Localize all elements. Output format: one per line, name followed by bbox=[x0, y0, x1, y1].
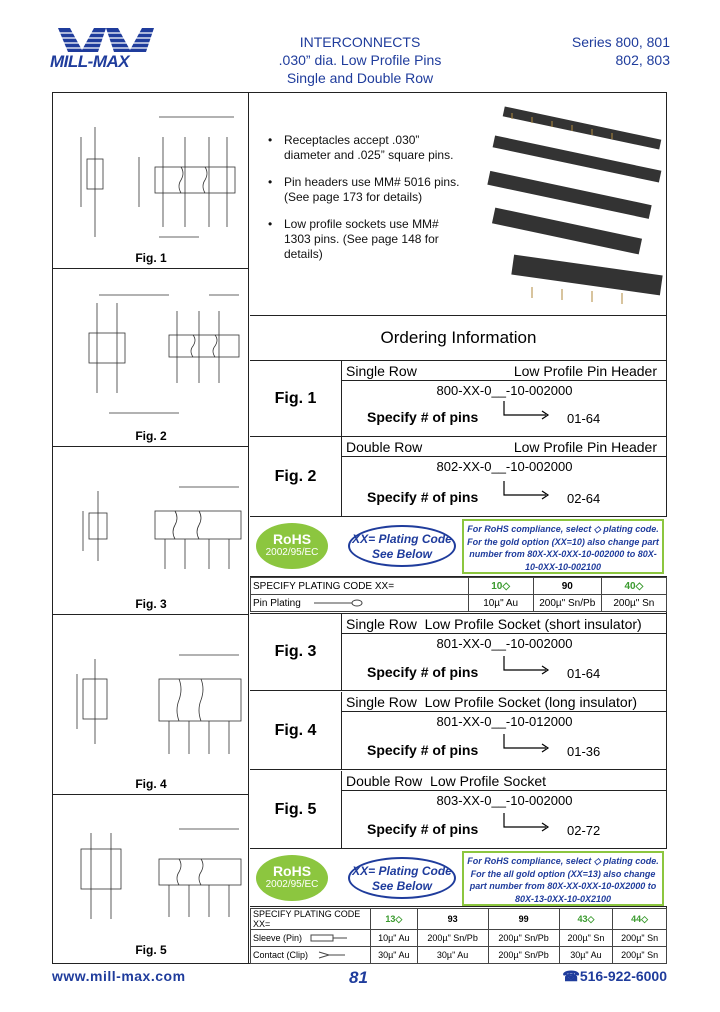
oval-line: See Below bbox=[371, 547, 433, 561]
arrow-icon bbox=[502, 481, 552, 501]
ordering-fig-label: Fig. 3 bbox=[250, 614, 342, 690]
table-cell: 200µ" Sn/Pb bbox=[417, 930, 488, 947]
website-link[interactable]: www.mill-max.com bbox=[52, 968, 186, 984]
row-type: Single Row bbox=[346, 616, 417, 632]
ordering-row-header bbox=[342, 692, 667, 712]
table-cell: 200µ" Sn bbox=[613, 947, 667, 964]
product-line bbox=[346, 694, 637, 710]
page-title bbox=[250, 33, 470, 87]
plating-code: 13◇ bbox=[371, 909, 418, 930]
ordering-fig-label: Fig. 1 bbox=[250, 361, 342, 436]
figure-column bbox=[53, 93, 249, 963]
row-type: Single Row bbox=[346, 694, 417, 710]
feature-list bbox=[250, 93, 470, 315]
figure-caption: Fig. 2 bbox=[135, 429, 167, 443]
rohs-notice bbox=[250, 517, 667, 577]
row-label bbox=[251, 595, 469, 612]
specify-pins-label: Specify # of pins bbox=[367, 742, 479, 758]
table-cell: 10µ" Au bbox=[468, 595, 533, 612]
logo-text: MILL-MAX bbox=[50, 52, 130, 71]
oval-line: See Below bbox=[371, 879, 433, 893]
product-name: Low Profile Socket bbox=[430, 773, 546, 789]
plating-table-2 bbox=[250, 908, 667, 964]
product-name: Low Profile Socket (short insulator) bbox=[424, 616, 642, 632]
clip-icon bbox=[315, 950, 355, 960]
pin-range: 01-64 bbox=[567, 666, 601, 681]
table-cell: 200µ" Sn/Pb bbox=[533, 595, 601, 612]
table-cell: 200µ" Sn bbox=[613, 930, 667, 947]
rohs-notice bbox=[250, 849, 667, 907]
fig5-drawing-icon bbox=[59, 799, 243, 944]
plating-code-oval bbox=[348, 525, 456, 567]
specify-pins-label: Specify # of pins bbox=[367, 489, 479, 505]
rohs-badge bbox=[256, 523, 328, 569]
part-number: 801-XX-0__-10-002000 bbox=[436, 636, 573, 651]
figure-caption: Fig. 1 bbox=[135, 251, 167, 265]
oval-line: XX= Plating Code bbox=[352, 532, 452, 546]
rohs-badge-title: RoHS bbox=[272, 531, 312, 547]
title-line: INTERCONNECTS bbox=[299, 34, 421, 50]
table-row bbox=[251, 947, 667, 964]
pin-range: 01-36 bbox=[567, 744, 601, 759]
table-header-label: SPECIFY PLATING CODE XX= bbox=[251, 578, 469, 595]
specify-pins-label: Specify # of pins bbox=[367, 821, 479, 837]
table-header-label: SPECIFY PLATING CODE XX= bbox=[251, 909, 371, 930]
figure-caption: Fig. 4 bbox=[135, 777, 167, 791]
ordering-row-header bbox=[342, 437, 667, 457]
fig3-drawing-icon bbox=[59, 451, 243, 596]
plating-code: 90 bbox=[533, 578, 601, 595]
rohs-badge-title: RoHS bbox=[272, 863, 312, 879]
arrow-icon bbox=[502, 401, 552, 421]
series-label bbox=[572, 33, 670, 69]
figure-cell-1 bbox=[53, 93, 249, 269]
figure-caption: Fig. 3 bbox=[135, 597, 167, 611]
part-number: 802-XX-0__-10-002000 bbox=[436, 459, 573, 474]
table-cell: 200µ" Sn bbox=[601, 595, 666, 612]
feature-item: • Pin headers use MM# 5016 pins. (See page 173 for details) bbox=[264, 175, 462, 205]
pin-range: 02-64 bbox=[567, 491, 601, 506]
pin-range: 01-64 bbox=[567, 411, 601, 426]
series-line: Series 800, 801 bbox=[571, 34, 670, 50]
table-row bbox=[251, 595, 667, 612]
page-footer bbox=[52, 966, 667, 990]
ordering-row-header bbox=[342, 361, 667, 381]
table-cell: 30µ" Au bbox=[417, 947, 488, 964]
ordering-row bbox=[250, 437, 667, 517]
plating-code: 44◇ bbox=[613, 909, 667, 930]
table-row bbox=[251, 578, 667, 595]
plating-code: 93 bbox=[417, 909, 488, 930]
row-label bbox=[251, 947, 371, 964]
ordering-row bbox=[250, 613, 667, 691]
product-name: Low Profile Socket (long insulator) bbox=[424, 694, 638, 710]
main-panel bbox=[52, 92, 667, 964]
table-cell: 200µ" Sn/Pb bbox=[488, 947, 559, 964]
sleeve-icon bbox=[309, 933, 349, 943]
table-cell: 30µ" Au bbox=[559, 947, 613, 964]
table-cell: 10µ" Au bbox=[371, 930, 418, 947]
ordering-row bbox=[250, 361, 667, 437]
rohs-note: For RoHS compliance, select ◇ plating code. For the all gold option (XX=13) also change part number from 80X-XX-0XX-10-0X2000 to 80X-13-0XX-10-0X2100 bbox=[462, 851, 664, 906]
figure-cell-3 bbox=[53, 447, 249, 615]
row-type: Double Row bbox=[346, 439, 423, 455]
fig2-drawing-icon bbox=[59, 273, 243, 423]
arrow-icon bbox=[502, 734, 552, 754]
row-label bbox=[251, 930, 371, 947]
ordering-title: Ordering Information bbox=[250, 315, 667, 361]
figure-cell-2 bbox=[53, 269, 249, 447]
figure-cell-4 bbox=[53, 615, 249, 795]
oval-line: XX= Plating Code bbox=[352, 864, 452, 878]
ordering-row bbox=[250, 771, 667, 849]
rohs-badge-directive: 2002/95/EC bbox=[265, 879, 319, 890]
part-number: 800-XX-0__-10-002000 bbox=[436, 383, 573, 398]
table-cell: 30µ" Au bbox=[371, 947, 418, 964]
phone-number: ☎516-922-6000 bbox=[562, 968, 667, 984]
table-cell: 200µ" Sn/Pb bbox=[488, 930, 559, 947]
ordering-fig-label: Fig. 5 bbox=[250, 771, 342, 848]
part-number: 801-XX-0__-10-012000 bbox=[436, 714, 573, 729]
product-photo-icon bbox=[472, 93, 667, 315]
fig4-drawing-icon bbox=[59, 619, 243, 774]
feature-item: • Low profile sockets use MM# 1303 pins. (See page 148 for details) bbox=[264, 217, 462, 262]
pin-range: 02-72 bbox=[567, 823, 601, 838]
arrow-icon bbox=[502, 813, 552, 833]
ordering-row-header bbox=[342, 771, 667, 791]
plating-code: 40◇ bbox=[601, 578, 666, 595]
part-number: 803-XX-0__-10-002000 bbox=[436, 793, 573, 808]
page-header bbox=[0, 0, 720, 92]
product-name: Low Profile Pin Header bbox=[513, 439, 657, 455]
table-row bbox=[251, 909, 667, 930]
specify-pins-label: Specify # of pins bbox=[367, 664, 479, 680]
product-line bbox=[346, 616, 642, 632]
rohs-badge bbox=[256, 855, 328, 901]
ordering-row-header bbox=[342, 614, 667, 634]
ordering-fig-label: Fig. 4 bbox=[250, 692, 342, 769]
plating-table-1 bbox=[250, 577, 667, 612]
figure-caption: Fig. 5 bbox=[135, 943, 167, 957]
contact-label: Contact (Clip) bbox=[253, 949, 309, 960]
product-name: Low Profile Pin Header bbox=[513, 363, 657, 379]
specify-pins-label: Specify # of pins bbox=[367, 409, 479, 425]
ordering-fig-label: Fig. 2 bbox=[250, 437, 342, 516]
plating-code-oval bbox=[348, 857, 456, 899]
pin-plating-label: Pin Plating bbox=[253, 597, 301, 609]
table-row bbox=[251, 930, 667, 947]
feature-item: • Receptacles accept .030” diameter and .025” square pins. bbox=[264, 133, 462, 163]
rohs-badge-directive: 2002/95/EC bbox=[265, 547, 319, 558]
series-line: 802, 803 bbox=[615, 52, 670, 68]
ordering-row bbox=[250, 692, 667, 770]
plating-code: 43◇ bbox=[559, 909, 613, 930]
arrow-icon bbox=[502, 656, 552, 676]
plating-code: 10◇ bbox=[468, 578, 533, 595]
product-line bbox=[346, 773, 546, 789]
fig1-drawing-icon bbox=[59, 97, 243, 247]
rohs-note: For RoHS compliance, select ◇ plating code. For the gold option (XX=10) also change part number from 80X-XX-0XX-10-002000 to 80X-10-0XX-10-002100 bbox=[462, 519, 664, 574]
row-type: Double Row bbox=[346, 773, 423, 789]
plating-code: 99 bbox=[488, 909, 559, 930]
ordering-section-2 bbox=[250, 613, 667, 849]
pin-icon bbox=[312, 598, 372, 608]
table-cell: 200µ" Sn bbox=[559, 930, 613, 947]
sleeve-label: Sleeve (Pin) bbox=[253, 932, 303, 943]
title-line: .030” dia. Low Profile Pins bbox=[278, 52, 442, 68]
row-type: Single Row bbox=[346, 363, 417, 379]
figure-cell-5 bbox=[53, 795, 249, 963]
page-number: 81 bbox=[349, 968, 368, 987]
title-line: Single and Double Row bbox=[286, 70, 434, 86]
